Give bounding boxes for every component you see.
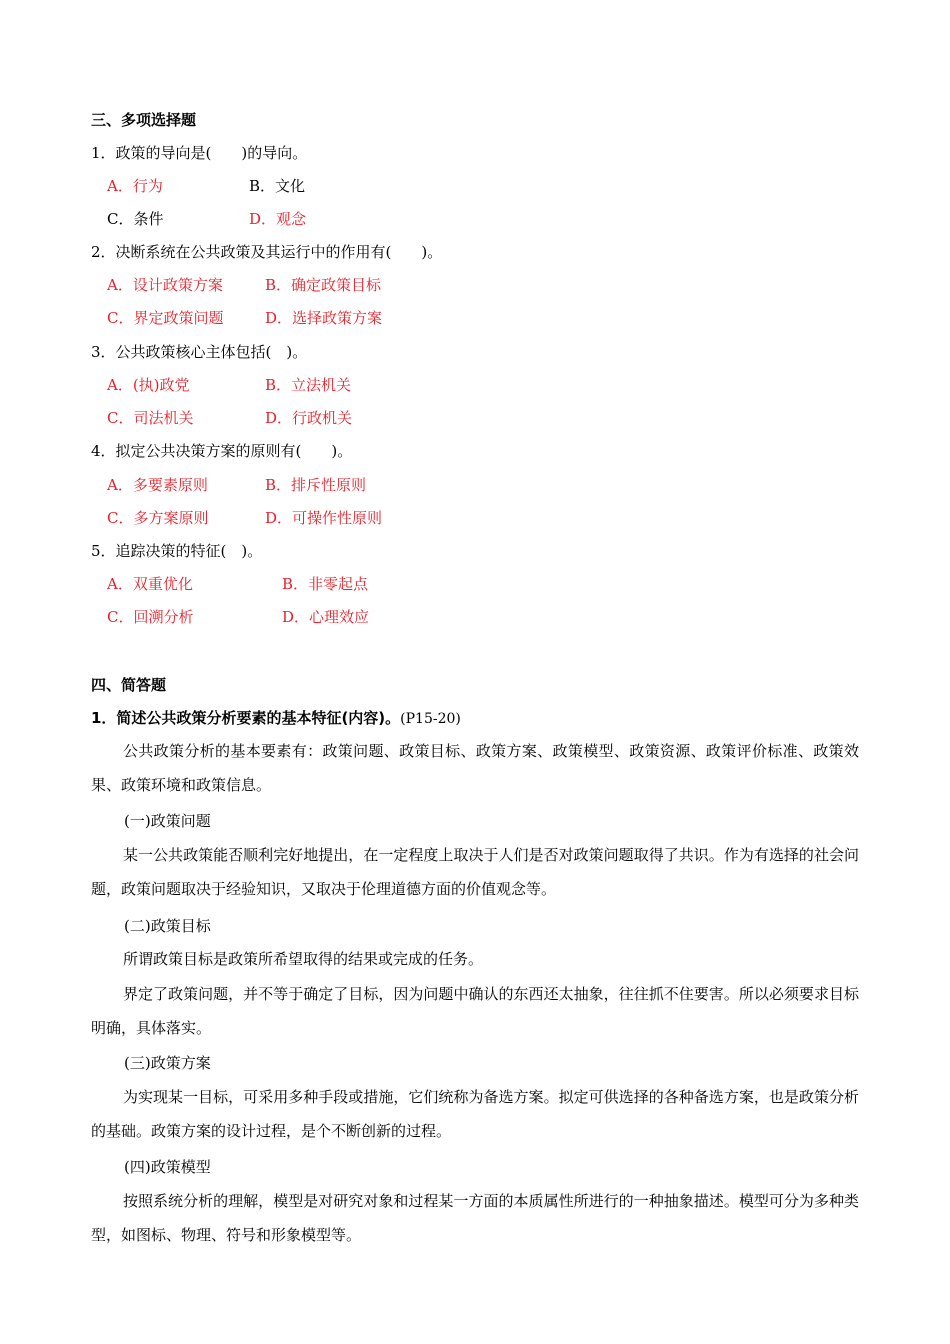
question-2-option-b: B．确定政策目标 — [265, 276, 382, 294]
short-answer-question-1-title: 1．简述公共政策分析要素的基本特征(内容)。 — [91, 709, 401, 727]
intro-paragraph: 公共政策分析的基本要素有：政策问题、政策目标、政策方案、政策模型、政策资源、政策评价标准、政策效果、政策环境和政策信息。 — [91, 742, 859, 794]
question-3-option-a: A．(执)政党 — [107, 376, 190, 394]
question-4-option-c: C．多方案原则 — [107, 509, 209, 527]
paragraph-policy-model: 按照系统分析的理解，模型是对研究对象和过程某一方面的本质属性所进行的一种抽象描述。模型可分为多种类型，如图标、物理、符号和形象模型等。 — [91, 1192, 859, 1244]
question-2-option-d: D．选择政策方案 — [265, 309, 383, 327]
question-4-option-d: D．可操作性原则 — [265, 509, 383, 527]
question-1: 1．政策的导向是( )的导向。 — [91, 144, 308, 162]
question-1-option-a: A．行为 — [107, 177, 163, 195]
question-5-option-d: D．心理效应 — [282, 608, 370, 626]
page-reference: (P15-20) — [400, 711, 461, 727]
question-1-option-d: D．观念 — [249, 210, 307, 228]
question-2: 2．决断系统在公共政策及其运行中的作用有( )。 — [91, 243, 443, 261]
paragraph-policy-plan: 为实现某一目标，可采用多种手段或措施，它们统称为备选方案。拟定可供选择的各种备选方案，也是政策分析的基础。政策方案的设计过程，是个不断创新的过程。 — [91, 1088, 859, 1140]
subheading-policy-plan: (三)政策方案 — [124, 1054, 211, 1072]
question-4-option-b: B．排斥性原则 — [265, 476, 367, 494]
subheading-policy-model: (四)政策模型 — [124, 1158, 211, 1176]
question-2-option-c: C．界定政策问题 — [107, 309, 224, 327]
section-heading-multiple-choice: 三、多项选择题 — [91, 111, 197, 129]
short-answer-question-1 — [91, 708, 461, 728]
paragraph-policy-goal-2: 界定了政策问题，并不等于确定了目标，因为问题中确认的东西还太抽象，往往抓不住要害。所以必须要求目标明确，具体落实。 — [91, 985, 859, 1037]
question-2-option-a: A．设计政策方案 — [107, 276, 223, 294]
question-1-option-c: C．条件 — [107, 210, 164, 228]
paragraph-policy-goal-1: 所谓政策目标是政策所希望取得的结果或完成的任务。 — [123, 950, 484, 968]
paragraph-policy-problem: 某一公共政策能否顺利完好地提出，在一定程度上取决于人们是否对政策问题取得了共识。作为有选择的社会问题，政策问题取决于经验知识，又取决于伦理道德方面的价值观念等。 — [91, 846, 859, 898]
question-4-option-a: A．多要素原则 — [107, 476, 208, 494]
subheading-policy-goal: (二)政策目标 — [124, 917, 211, 935]
question-3-option-d: D．行政机关 — [265, 409, 353, 427]
question-4: 4．拟定公共决策方案的原则有( )。 — [91, 442, 353, 460]
question-5-option-b: B．非零起点 — [282, 575, 369, 593]
question-3: 3．公共政策核心主体包括( )。 — [91, 343, 308, 361]
subheading-policy-problem: (一)政策问题 — [124, 812, 211, 830]
question-5-option-c: C．回溯分析 — [107, 608, 194, 626]
question-1-option-b: B．文化 — [249, 177, 306, 195]
question-3-option-b: B．立法机关 — [265, 376, 352, 394]
section-heading-short-answer: 四、简答题 — [91, 676, 167, 694]
question-5: 5．追踪决策的特征( )。 — [91, 542, 263, 560]
question-3-option-c: C．司法机关 — [107, 409, 194, 427]
question-5-option-a: A．双重优化 — [107, 575, 193, 593]
